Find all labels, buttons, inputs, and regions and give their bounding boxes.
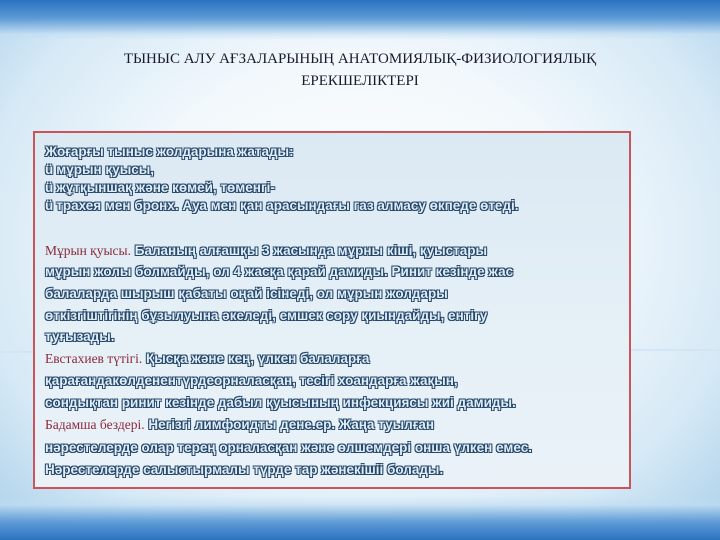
slide-title-line-1: ТЫНЫС АЛУ АҒЗАЛАРЫНЫҢ АНАТОМИЯЛЫҚ-ФИЗИОЛОГИЯЛЫҚ bbox=[123, 51, 597, 67]
list-item bbox=[45, 198, 519, 213]
tonsils-paragraph-line: Нәрестелерде салыстырмалы түрде тар жәнекішіі болады. bbox=[45, 462, 444, 477]
check-icon: ü bbox=[45, 180, 54, 195]
tonsils-heading: Бадамша бездері. bbox=[45, 417, 145, 432]
list-item-text: трахея мен бронх. Ауа мен қан арасындағы газ алмасу өкпеде өтеді. bbox=[56, 198, 519, 213]
list-item-text: мұрын қуысы, bbox=[56, 162, 155, 177]
tonsils-paragraph-line bbox=[45, 417, 434, 433]
eustachian-paragraph-line: қарағандакөлденентүрдеорналасқан, тесігі хоандарға жақын, bbox=[45, 373, 458, 388]
nasal-paragraph-line: өткізгіштігінің бұзылуына әкеледі, емшек сору қиындайды, ентігу bbox=[45, 308, 488, 323]
eustachian-paragraph-line bbox=[45, 351, 369, 367]
tonsils-text: Негізгі лимфоидты дене.ер. Жаңа туылған bbox=[144, 417, 435, 432]
content-box bbox=[33, 131, 631, 489]
check-icon: ü bbox=[45, 162, 54, 177]
eustachian-heading: Евстахиев түтігі. bbox=[45, 351, 143, 366]
eustachian-paragraph-line: сондықтан ринит кезінде дабыл қуысының инфекциясы жиі дамиды. bbox=[45, 395, 516, 410]
tonsils-paragraph-line: нәрестелерде олар терең орналасқан және өлшемдері онша үлкен емес. bbox=[45, 440, 532, 455]
slide-title bbox=[0, 48, 720, 92]
check-icon: ü bbox=[45, 198, 54, 213]
intro-heading: Жоғарғы тыныс жолдарына жатады: bbox=[45, 144, 294, 159]
nasal-paragraph-line: туғызады. bbox=[45, 329, 115, 344]
list-item-text: жұтқыншақ және көмей, төменгі- bbox=[56, 180, 275, 195]
nasal-heading: Мұрын қуысы. bbox=[45, 243, 131, 258]
list-item bbox=[45, 162, 154, 177]
nasal-paragraph-line: мұрын жолы болмайды, ол 4 жасқа қарай дамиды. Ринит кезінде жас bbox=[45, 264, 514, 279]
eustachian-text: Қысқа және кең, үлкен балаларға bbox=[142, 351, 370, 366]
slide-title-line-2: ЕРЕКШЕЛІКТЕРІ bbox=[301, 73, 419, 89]
nasal-paragraph-line bbox=[45, 243, 487, 259]
list-item bbox=[45, 180, 275, 195]
nasal-paragraph-line: балаларда шырыш қабаты оңай ісінеді, ол мұрын жолдары bbox=[45, 286, 448, 301]
nasal-text: Баланың алғашқы 3 жасында мұрны кіші, қуыстары bbox=[131, 243, 488, 258]
